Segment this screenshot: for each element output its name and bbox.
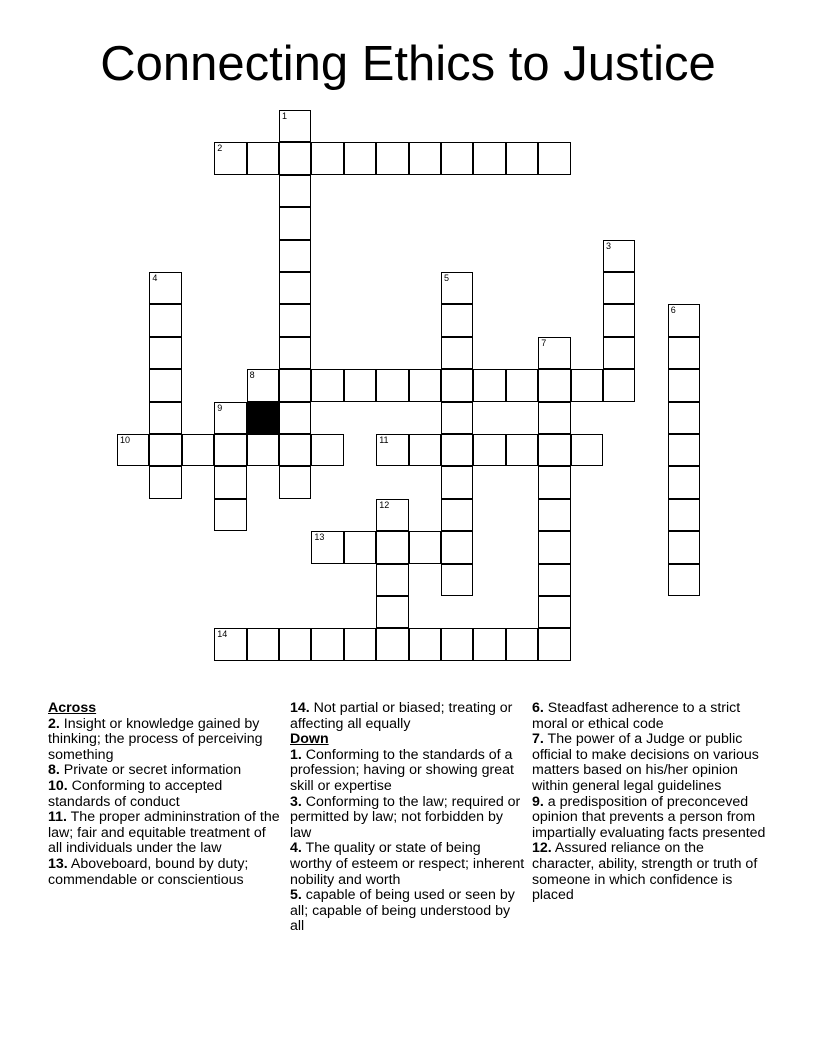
clue-number: 11 [379, 435, 389, 445]
grid-cell[interactable] [247, 142, 279, 174]
across-heading: Across [48, 700, 97, 716]
grid-cell[interactable] [603, 240, 635, 272]
grid-cell[interactable] [279, 337, 311, 369]
grid-cell[interactable] [473, 628, 505, 660]
clue-number: 2 [217, 143, 223, 154]
grid-cell[interactable] [311, 369, 343, 401]
grid-cell[interactable] [668, 369, 700, 401]
across-clue-11: 11. The proper admininstration of the law; fair and equitable treatment of all individuals under the law [48, 809, 280, 857]
grid-cell[interactable] [149, 466, 181, 498]
grid-cell[interactable] [473, 142, 505, 174]
clue-number: 8 [249, 370, 255, 381]
across-clue-13: 13. Aboveboard, bound by duty; commendable or conscientious [48, 855, 249, 888]
grid-cell[interactable] [538, 596, 570, 628]
across-clue-10: 10. Conforming to accepted standards of conduct [48, 777, 223, 810]
across-clue-2: 2. Insight or knowledge gained by thinking; the process of perceiving something [48, 715, 263, 763]
grid-cell[interactable] [538, 564, 570, 596]
grid-cell[interactable] [409, 531, 441, 563]
grid-cell[interactable] [376, 142, 408, 174]
grid-cell[interactable] [603, 304, 635, 336]
down-clue-1: 1. Conforming to the standards of a profession; having or showing great skill or expertise [290, 746, 514, 794]
grid-cell[interactable] [376, 434, 408, 466]
grid-cell[interactable] [214, 434, 246, 466]
grid-cell[interactable] [409, 628, 441, 660]
grid-cell[interactable] [668, 499, 700, 531]
grid-cell[interactable] [214, 499, 246, 531]
grid-cell[interactable] [441, 564, 473, 596]
grid-cell[interactable] [441, 466, 473, 498]
grid-cell[interactable] [506, 142, 538, 174]
grid-cell[interactable] [668, 466, 700, 498]
grid-cell[interactable] [117, 434, 149, 466]
down-clue-12: 12. Assured reliance on the character, ability, strength or truth of someone in which confidence is placed [532, 840, 758, 904]
grid-cell[interactable] [279, 272, 311, 304]
grid-cell[interactable] [668, 402, 700, 434]
grid-cell[interactable] [538, 628, 570, 660]
grid-cell[interactable] [344, 531, 376, 563]
grid-cell[interactable] [344, 142, 376, 174]
grid-cell[interactable] [668, 304, 700, 336]
grid-cell[interactable] [344, 628, 376, 660]
grid-cell[interactable] [311, 434, 343, 466]
clue-number: 9 [217, 402, 223, 413]
grid-cell[interactable] [376, 499, 408, 531]
clue-number: 5 [444, 273, 450, 283]
grid-cell[interactable] [182, 434, 214, 466]
grid-cell[interactable] [376, 596, 408, 628]
grid-cell[interactable] [214, 142, 246, 174]
grid-cell[interactable] [603, 337, 635, 369]
clue-column-3 [532, 701, 767, 904]
grid-cell[interactable] [538, 466, 570, 498]
grid-cell[interactable] [311, 142, 343, 174]
grid-cell[interactable] [441, 272, 473, 304]
grid-cell[interactable] [538, 402, 570, 434]
grid-cell[interactable] [603, 272, 635, 304]
grid-cell[interactable] [376, 369, 408, 401]
down-heading: Down [290, 731, 329, 748]
grid-cell[interactable] [149, 434, 181, 466]
grid-cell[interactable] [538, 531, 570, 563]
clue-column-1 [48, 701, 283, 888]
grid-cell[interactable] [473, 369, 505, 401]
down-clue-4: 4. The quality or state of being worthy of esteem or respect; inherent nobility and worth [290, 840, 525, 888]
grid-cell[interactable] [149, 402, 181, 434]
grid-cell[interactable] [247, 628, 279, 660]
clue-number: 6 [670, 305, 676, 316]
grid-cell[interactable] [214, 402, 246, 434]
grid-cell[interactable] [279, 304, 311, 336]
grid-cell[interactable] [441, 304, 473, 336]
grid-cell[interactable] [149, 337, 181, 369]
block-cell [247, 402, 279, 434]
grid-cell[interactable] [538, 434, 570, 466]
grid-cell[interactable] [279, 628, 311, 660]
grid-cell[interactable] [279, 434, 311, 466]
across-clue-14: 14. Not partial or biased; treating or affecting all equally [290, 700, 513, 732]
grid-cell[interactable] [409, 369, 441, 401]
grid-cell[interactable] [441, 499, 473, 531]
grid-cell[interactable] [668, 531, 700, 563]
grid-cell[interactable] [279, 466, 311, 498]
grid-cell[interactable] [441, 434, 473, 466]
grid-cell[interactable] [441, 142, 473, 174]
grid-cell[interactable] [344, 369, 376, 401]
grid-cell[interactable] [441, 369, 473, 401]
grid-cell[interactable] [279, 142, 311, 174]
grid-cell[interactable] [409, 434, 441, 466]
grid-cell[interactable] [149, 369, 181, 401]
grid-cell[interactable] [409, 142, 441, 174]
page-title: Connecting Ethics to Justice [100, 37, 716, 91]
grid-cell[interactable] [311, 531, 343, 563]
grid-cell[interactable] [506, 434, 538, 466]
grid-cell[interactable] [538, 499, 570, 531]
grid-cell[interactable] [473, 434, 505, 466]
grid-cell[interactable] [571, 369, 603, 401]
grid-cell[interactable] [279, 369, 311, 401]
clue-number: 1 [282, 111, 288, 121]
grid-cell[interactable] [668, 564, 700, 596]
down-clue-7: 7. The power of a Judge or public official to make decisions on various matters based on his/her opinion within general legal guidelines [532, 731, 759, 794]
grid-cell[interactable] [538, 142, 570, 174]
grid-cell[interactable] [376, 564, 408, 596]
clue-column-2 [290, 701, 525, 935]
grid-cell[interactable] [311, 628, 343, 660]
down-clue-5: 5. capable of being used or seen by all; capable of being understood by all [290, 887, 515, 935]
across-clue-8: 8. Private or secret information [48, 762, 242, 779]
grid-cell[interactable] [376, 531, 408, 563]
grid-cell[interactable] [668, 434, 700, 466]
down-clue-9: 9. a predisposition of preconceved opinion that prevents a person from impartially evaluating facts presented [532, 793, 766, 841]
grid-cell[interactable] [214, 466, 246, 498]
clue-number: 4 [152, 273, 158, 283]
clue-number: 12 [379, 499, 390, 510]
grid-cell[interactable] [603, 369, 635, 401]
clue-number: 7 [541, 337, 547, 348]
grid-cell[interactable] [279, 175, 311, 207]
grid-cell[interactable] [538, 337, 570, 369]
clue-number: 13 [314, 532, 325, 543]
grid-cell[interactable] [441, 337, 473, 369]
grid-cell[interactable] [506, 369, 538, 401]
grid-cell[interactable] [247, 369, 279, 401]
grid-cell[interactable] [441, 402, 473, 434]
clue-number: 3 [606, 240, 612, 251]
grid-cell[interactable] [441, 628, 473, 660]
clue-number: 14 [217, 629, 228, 640]
grid-cell[interactable] [538, 369, 570, 401]
grid-cell[interactable] [247, 434, 279, 466]
grid-cell[interactable] [149, 304, 181, 336]
grid-cell[interactable] [376, 628, 408, 660]
grid-cell[interactable] [149, 272, 181, 304]
down-clue-6: 6. Steadfast adherence to a strict moral or ethical code [532, 700, 741, 732]
down-clue-3: 3. Conforming to the law; required or permitted by law; not forbidden by law [290, 793, 521, 841]
grid-cell[interactable] [279, 207, 311, 239]
grid-cell[interactable] [571, 434, 603, 466]
clue-number: 10 [120, 435, 131, 445]
grid-cell[interactable] [279, 402, 311, 434]
grid-cell[interactable] [441, 531, 473, 563]
grid-cell[interactable] [668, 337, 700, 369]
grid-cell[interactable] [279, 110, 311, 142]
grid-cell[interactable] [279, 240, 311, 272]
grid-cell[interactable] [506, 628, 538, 660]
grid-cell[interactable] [214, 628, 246, 660]
